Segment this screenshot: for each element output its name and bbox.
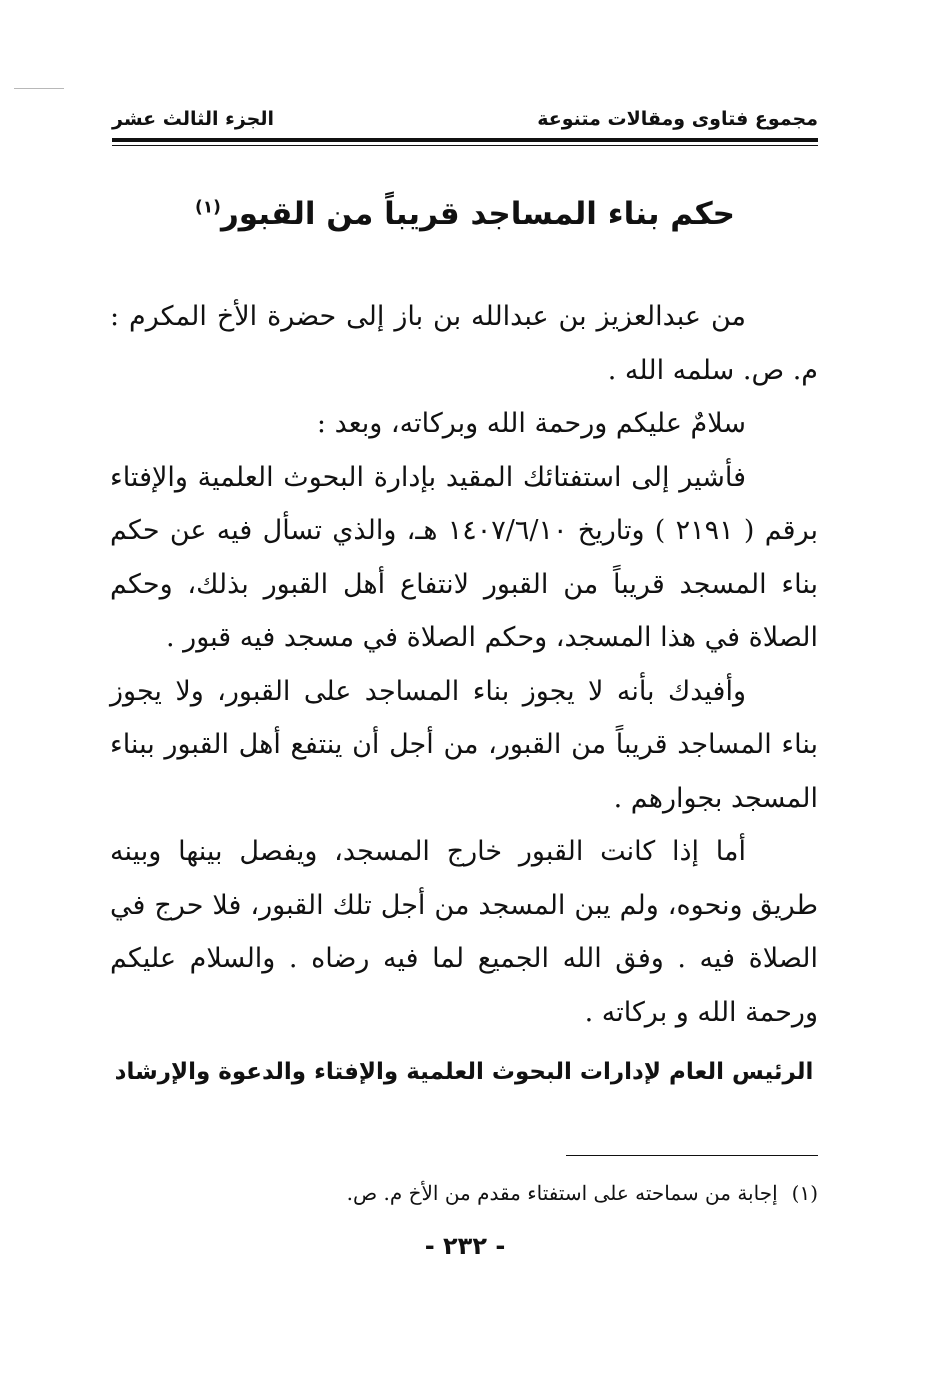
signature: الرئيس العام لإدارات البحوث العلمية والإفتاء والدعوة والإرشاد	[114, 1059, 814, 1085]
page-number: - ٢٣٢ -	[424, 1232, 506, 1260]
scan-artifact	[14, 88, 64, 89]
book-title: مجموع فتاوى ومقالات متنوعة	[537, 108, 818, 130]
paragraph-ruling: وأفيدك بأنه لا يجوز بناء المساجد على القبور، ولا يجوز بناء المساجد قريباً من القبور، من أجل أن ينتفع أهل القبور ببناء المسجد بجوارهم .	[110, 675, 818, 814]
article-title-text: حكم بناء المساجد قريباً من القبور	[220, 196, 735, 232]
footnote	[112, 1178, 818, 1208]
header-rule-thick	[112, 138, 818, 142]
paragraph-exception: أما إذا كانت القبور خارج المسجد، ويفصل بينها وبينه طريق ونحوه، ولم يبن المسجد من أجل تلك القبور، فلا حرج في الصلاة فيه . وفق الله الجميع لما فيه رضاه . والسلام عليكم ورحمة الله و بركاته .	[110, 836, 818, 1028]
title-footnote-ref: (١)	[195, 197, 221, 218]
paragraph-salutation: من عبدالعزيز بن عبدالله بن باز إلى حضرة الأخ المكرم : م. ص. سلمه الله .	[110, 301, 818, 386]
footnote-separator	[566, 1155, 818, 1156]
volume-label: الجزء الثالث عشر	[112, 108, 275, 130]
paragraph-question: فأشير إلى استفتائك المقيد بإدارة البحوث العلمية والإفتاء برقم ( ٢١٩١ ) وتاريخ ١٤٠٧/٦/١٠ هـ، والذي تسأل فيه عن حكم بناء المسجد قريباً من القبور لانتفاع أهل القبور بذلك، وحكم الصلاة في هذا المسجد، وحكم الصلاة في مسجد فيه قبور .	[110, 461, 819, 653]
header-rule-thin	[112, 145, 818, 146]
paragraph-greeting: سلامٌ عليكم ورحمة الله وبركاته، وبعد :	[316, 408, 746, 439]
running-header	[112, 106, 818, 132]
footnote-text: إجابة من سماحته على استفتاء مقدم من الأخ م. ص.	[346, 1181, 778, 1205]
article-title	[112, 190, 818, 238]
footnote-number: (١)	[791, 1181, 818, 1205]
article-body	[110, 290, 818, 1095]
